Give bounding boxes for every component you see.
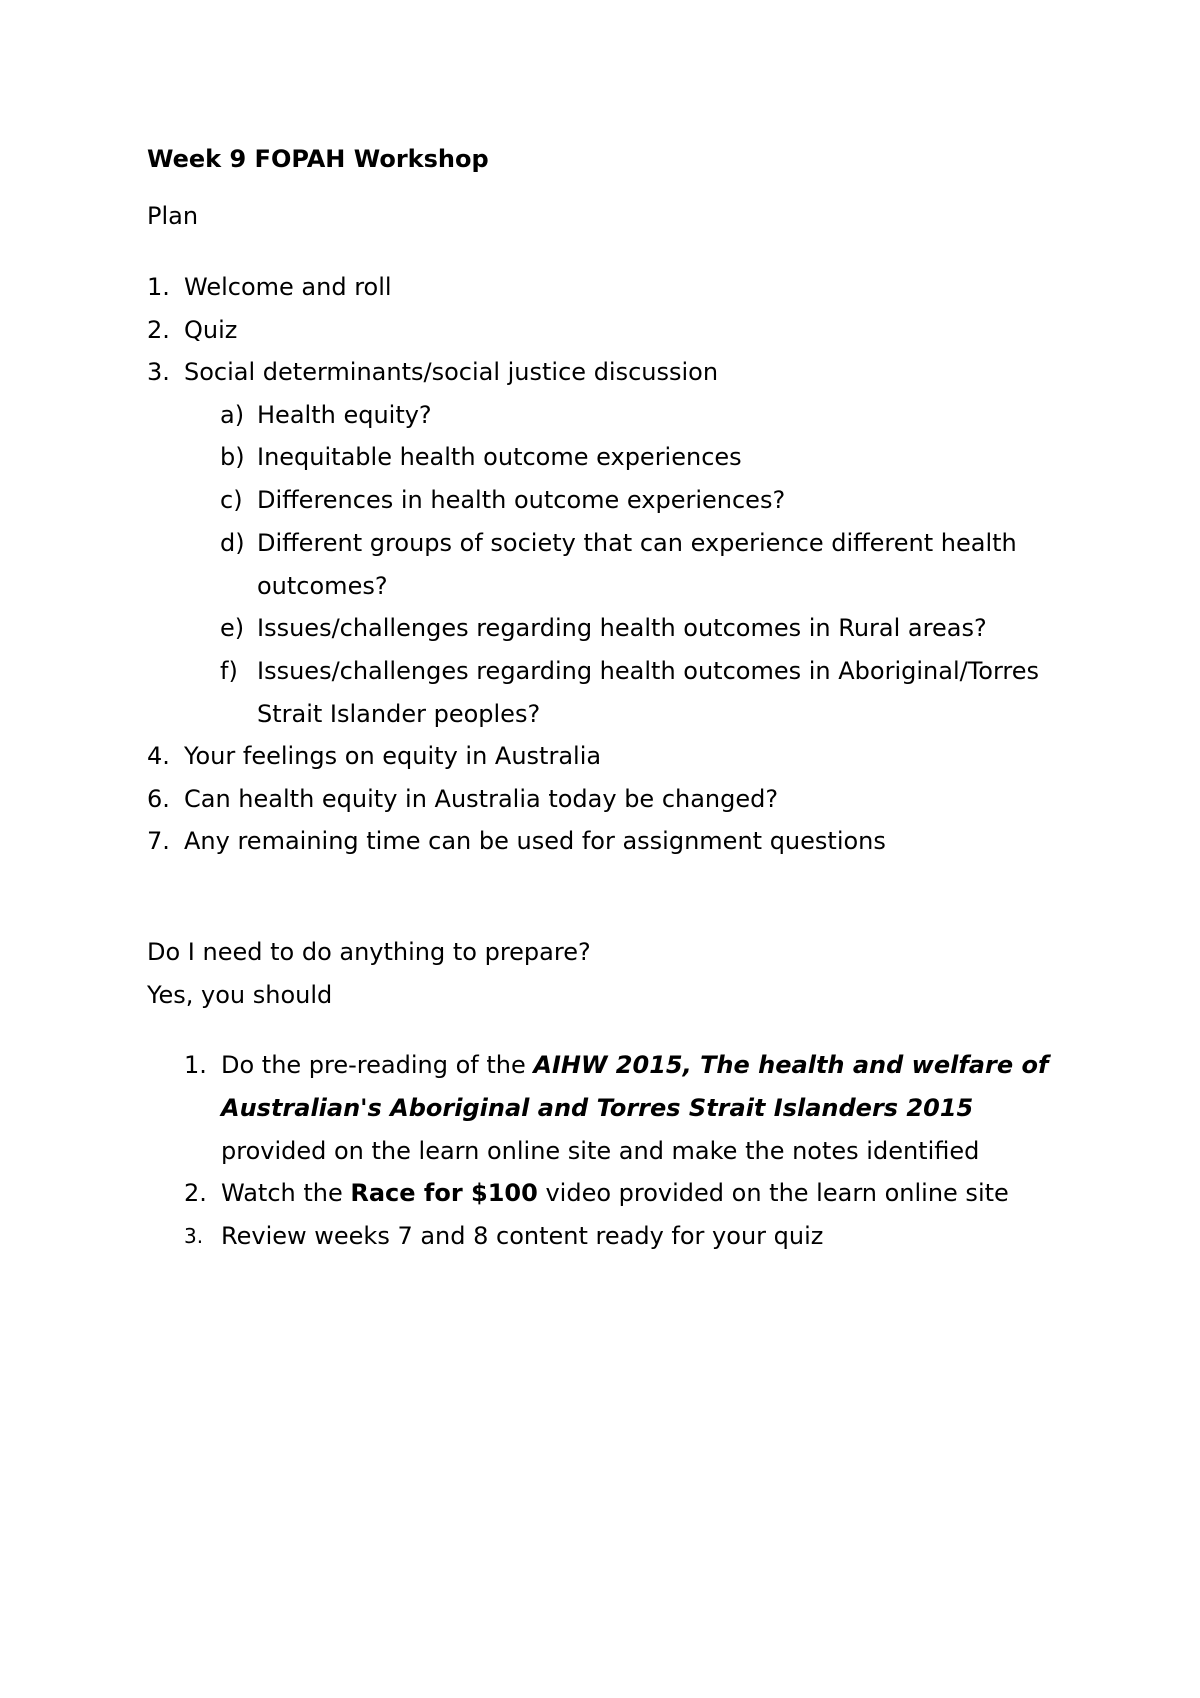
plan-item-number: 1. xyxy=(147,273,170,301)
sub-item-text: Issues/challenges regarding health outcomes in Rural areas? xyxy=(257,614,987,642)
sub-item-letter: c) xyxy=(220,486,243,514)
plan-item-text: Welcome and roll xyxy=(184,273,392,301)
prep-item-text xyxy=(221,1050,1048,1080)
sub-item-text: Differences in health outcome experiences? xyxy=(257,486,786,514)
plan-item-text: Can health equity in Australia today be changed? xyxy=(184,785,779,813)
prep-item-suffix: video provided on the learn online site xyxy=(537,1179,1009,1207)
prep-item-number: 1. xyxy=(184,1051,207,1079)
sub-item-letter: a) xyxy=(220,401,245,429)
plan-item-number: 4. xyxy=(147,742,170,770)
plan-item-number: 6. xyxy=(147,785,170,813)
sub-item-letter: e) xyxy=(220,614,245,642)
sub-item-text: Issues/challenges regarding health outcomes in Aboriginal/Torres xyxy=(257,657,1040,685)
plan-item-number: 3. xyxy=(147,358,170,386)
sub-item-letter: d) xyxy=(220,529,245,557)
prepare-answer: Yes, you should xyxy=(147,981,333,1009)
reading-title-continuation: Australian's Aboriginal and Torres Strait Islanders 2015 xyxy=(221,1094,974,1122)
plan-item-number: 2. xyxy=(147,316,170,344)
sub-item-continuation: outcomes? xyxy=(257,572,388,600)
prep-item-text xyxy=(221,1178,1009,1208)
sub-item-continuation: Strait Islander peoples? xyxy=(257,700,541,728)
sub-item-text: Health equity? xyxy=(257,401,432,429)
prep-item-prefix: Do the pre-reading of the xyxy=(221,1051,534,1079)
sub-item-text: Inequitable health outcome experiences xyxy=(257,443,742,471)
prepare-question: Do I need to do anything to prepare? xyxy=(147,938,591,966)
prep-item-number: 3. xyxy=(184,1224,204,1248)
plan-item-text: Quiz xyxy=(184,316,238,344)
prep-item-number: 2. xyxy=(184,1179,207,1207)
plan-heading: Plan xyxy=(147,202,199,230)
plan-item-text: Social determinants/social justice discussion xyxy=(184,358,719,386)
prep-item-suffix: provided on the learn online site and make the notes identified xyxy=(221,1137,980,1165)
reading-title: AIHW 2015, The health and welfare of xyxy=(533,1051,1049,1079)
prep-item-prefix: Watch the xyxy=(221,1179,351,1207)
sub-item-letter: f) xyxy=(220,657,238,685)
plan-item-number: 7. xyxy=(147,827,170,855)
sub-item-text: Different groups of society that can experience different health xyxy=(257,529,1017,557)
plan-item-text: Any remaining time can be used for assignment questions xyxy=(184,827,886,855)
sub-item-letter: b) xyxy=(220,443,245,471)
video-title: Race for $100 xyxy=(350,1179,538,1207)
plan-item-text: Your feelings on equity in Australia xyxy=(184,742,602,770)
prep-item-text: Review weeks 7 and 8 content ready for your quiz xyxy=(221,1222,824,1250)
document-title: Week 9 FOPAH Workshop xyxy=(147,145,489,173)
